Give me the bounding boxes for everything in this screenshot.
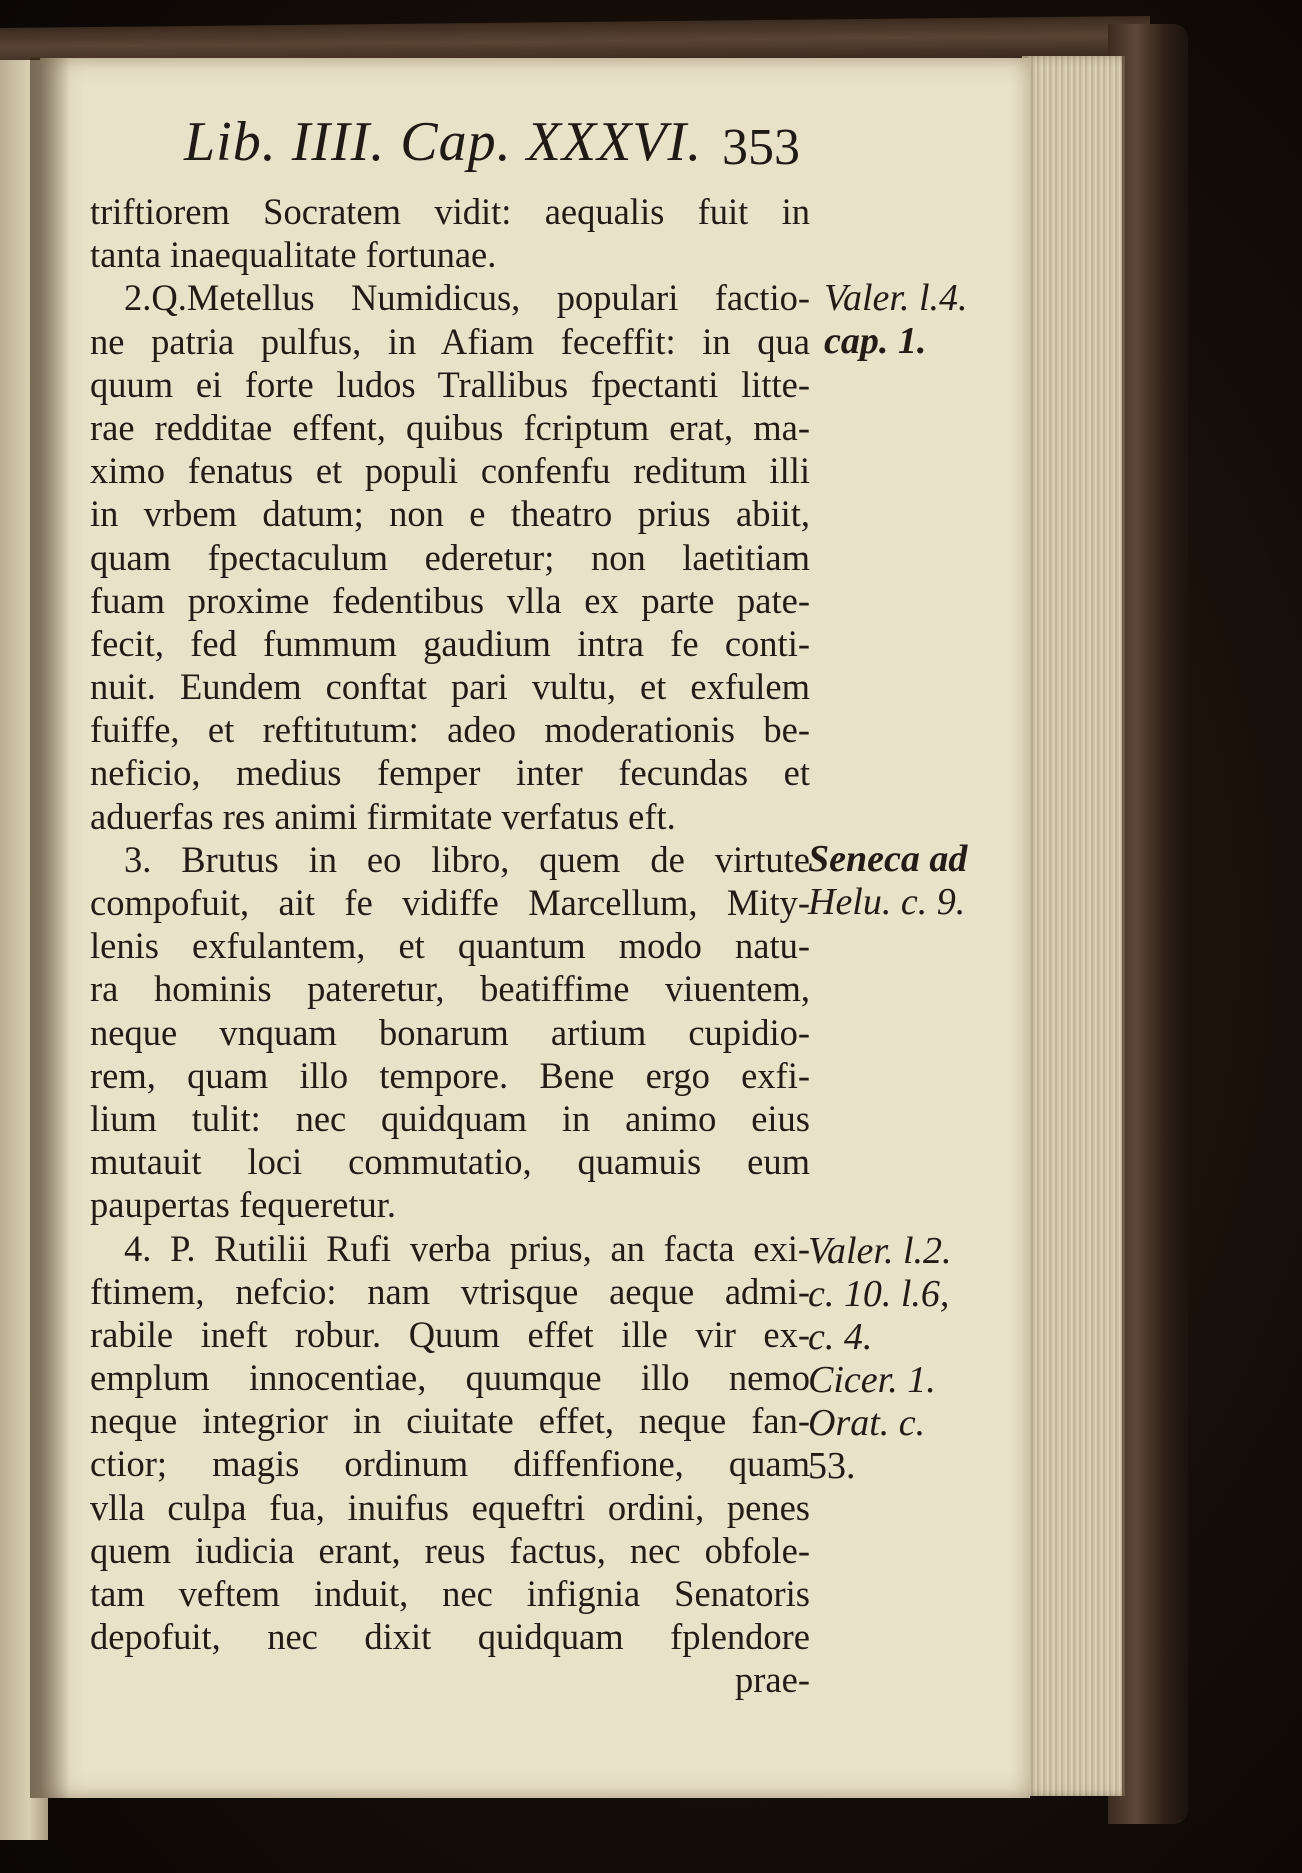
text-line: ximo fenatus et populi confenfu reditum illi [90,450,810,492]
text-line: ne patria pulfus, in Afiam feceffit: in qua [90,320,810,362]
text-line: lium tulit: nec quidquam in animo eius [90,1097,810,1139]
text-line: in vrbem datum; non e theatro prius abiit, [90,493,810,535]
text-line: mutauit loci commutatio, quamuis eum [90,1141,810,1183]
margin-note: Helu. c. 9. [808,881,966,923]
text-line: neficio, medius femper inter fecundas et [90,752,810,794]
text-line: vlla culpa fua, inuifus equeftri ordini, penes [90,1486,810,1528]
running-head: Lib. IIII. Cap. XXXVI. [184,111,703,173]
text-line: ctior; magis ordinum diffenfione, quam [90,1443,810,1485]
text-line: quum ei forte ludos Trallibus fpectanti litte- [90,363,810,405]
text-line: ra hominis pateretur, beatiffime viuentem, [90,968,810,1010]
text-line: depofuit, nec dixit quidquam fplendore [90,1616,810,1658]
text-line: aduerfas res animi firmitate verfatus eft. [90,795,676,837]
page-fore-edge [1022,56,1125,1796]
margin-note: cap. 1. [824,320,927,362]
text-line: lenis exfulantem, et quantum modo natu- [90,925,810,967]
margin-note: c. 10. l.6, [808,1273,950,1315]
text-line: rae redditae effent, quibus fcriptum erat, ma- [90,406,810,448]
text-line: triftiorem Socratem vidit: aequalis fuit in [90,191,810,232]
text-line: quam fpectaculum ederetur; non laetitiam [90,536,810,578]
text-line: tanta inaequalitate fortunae. [90,234,497,276]
text-line: compofuit, ait fe vidiffe Marcellum, Mity- [90,882,810,923]
text-line: rem, quam illo tempore. Bene ergo exfi- [90,1054,810,1096]
margin-note: Orat. c. [808,1402,926,1444]
margin-note: Valer. l.2. [808,1230,952,1272]
text-line: fecit, fed fummum gaudium intra fe conti- [90,622,810,664]
margin-note: c. 4. [808,1316,873,1358]
text-line: paupertas fequeretur. [90,1184,397,1226]
text-line: quem iudicia erant, reus factus, nec obfole- [90,1529,810,1571]
text-line: fuam proxime fedentibus vlla ex parte pate- [90,579,810,621]
margin-note: 53. [808,1445,856,1487]
text-line: neque integrior in ciuitate effet, neque fan- [90,1400,810,1442]
text-line: nuit. Eundem conftat pari vultu, et exfulem [90,666,810,708]
text-line: rabile ineft robur. Quum effet ille vir ex- [90,1313,810,1355]
text-line: ftimem, nefcio: nam vtrisque aeque admi- [90,1270,810,1312]
margin-note: Seneca ad [808,838,968,880]
margin-note: Valer. l.4. [824,277,968,319]
text-line: 2.Q.Metellus Numidicus, populari factio- [124,277,810,319]
page-number: 353 [722,119,800,176]
text-line: tam veftem induit, nec infignia Senatoris [90,1573,810,1614]
text-line: fuiffe, et reftitutum: adeo moderationis be- [90,709,810,751]
margin-note: Cicer. 1. [808,1359,936,1401]
gutter-shadow [30,58,70,1798]
text-line: neque vnquam bonarum artium cupidio- [90,1011,810,1053]
text-line: 4. P. Rutilii Rufi verba prius, an facta exi- [124,1227,810,1269]
catchword: prae- [735,1659,810,1701]
text-line: emplum innocentiae, quumque illo nemo [90,1357,810,1399]
body-text [90,190,810,1702]
text-line: 3. Brutus in eo libro, quem de virtute [124,838,810,880]
